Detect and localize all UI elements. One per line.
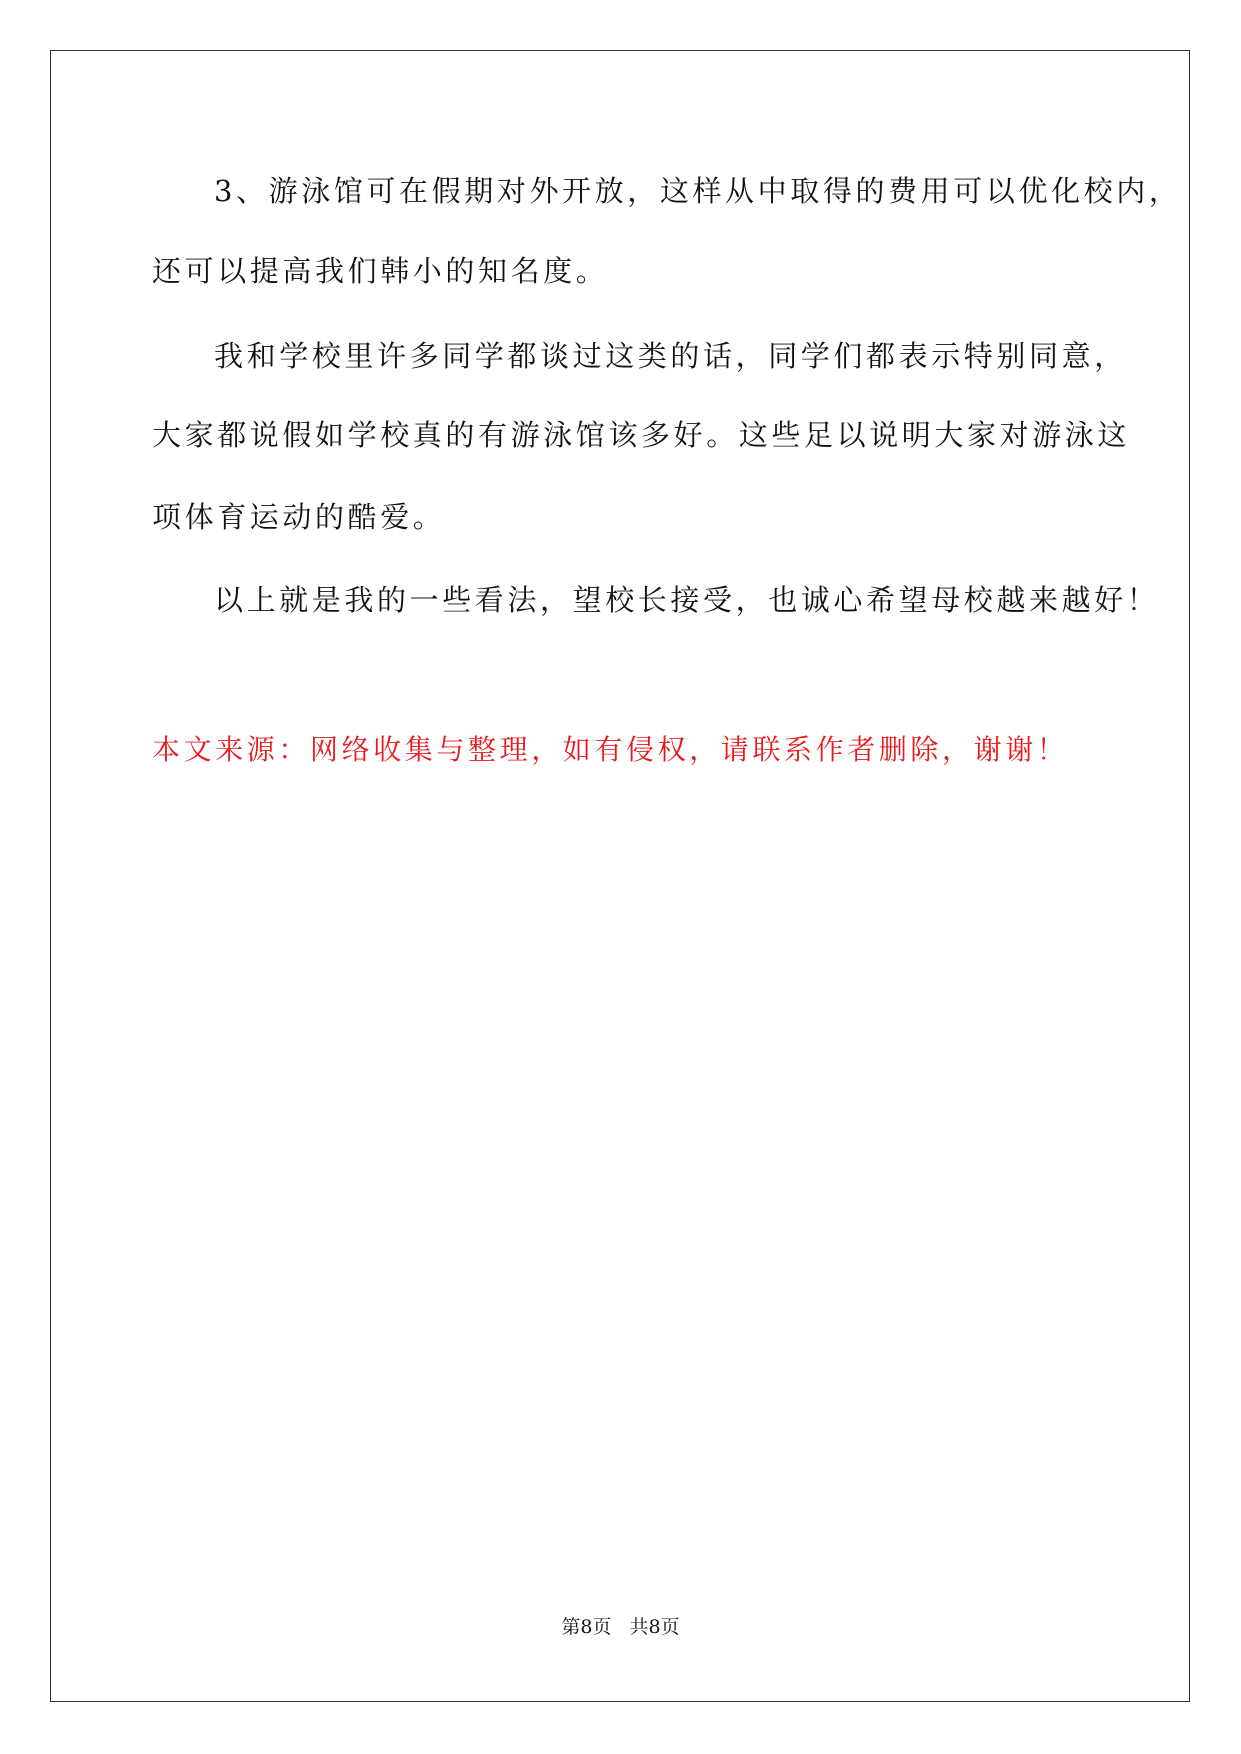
page-total: 共8页 xyxy=(629,1616,680,1638)
paragraph-line: 大家都说假如学校真的有游泳馆该多好。这些足以说明大家对游泳这 xyxy=(152,418,1131,452)
paragraph-line: 3、游泳馆可在假期对外开放，这样从中取得的费用可以优化校内， xyxy=(214,174,1182,208)
page-frame xyxy=(50,50,1190,1702)
paragraph-line: 我和学校里许多同学都谈过这类的话，同学们都表示特别同意， xyxy=(214,339,1127,373)
page-number: 第8页 xyxy=(561,1616,612,1638)
paragraph-line: 项体育运动的酷爱。 xyxy=(152,500,446,534)
page-footer xyxy=(0,1618,1241,1637)
paragraph-line: 以上就是我的一些看法，望校长接受，也诚心希望母校越来越好！ xyxy=(214,583,1160,617)
paragraph-line: 还可以提高我们韩小的知名度。 xyxy=(152,254,609,288)
source-note: 本文来源：网络收集与整理，如有侵权，请联系作者删除，谢谢！ xyxy=(152,733,1069,766)
